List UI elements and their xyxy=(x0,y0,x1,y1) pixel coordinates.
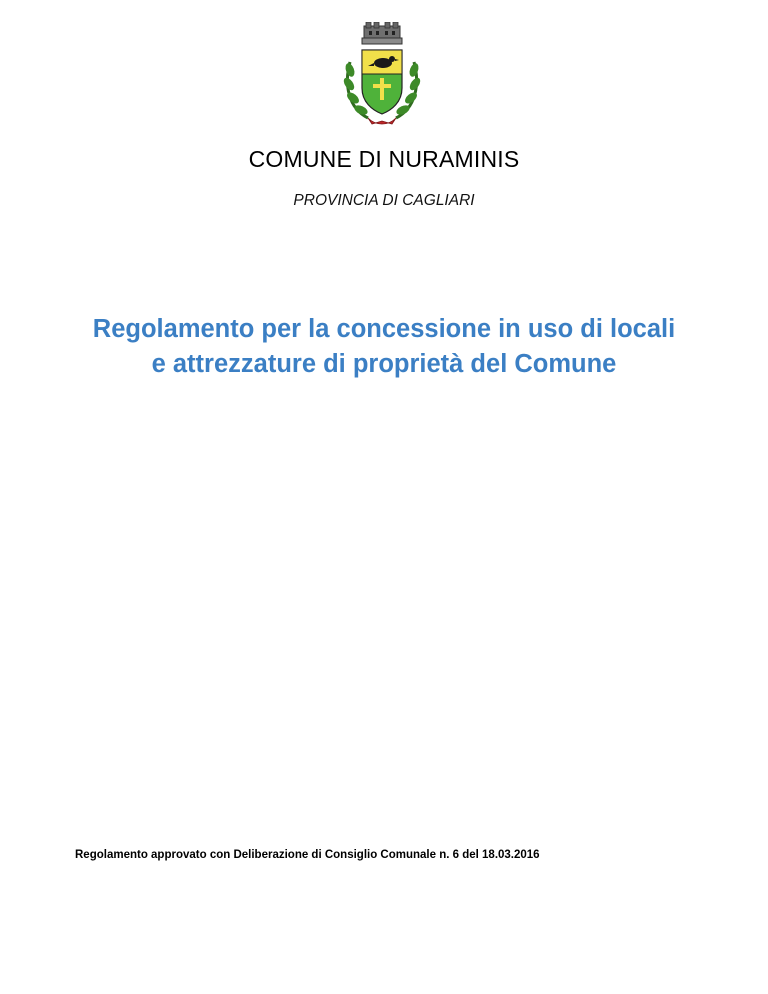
document-title-line-2: e attrezzature di proprietà del Comune xyxy=(151,350,617,378)
municipality-name: COMUNE DI NURAMINIS xyxy=(248,146,520,172)
approval-note: Regolamento approvato con Deliberazione di Consiglio Comunale n. 6 del 18.03.2016 xyxy=(75,849,540,861)
province-name: PROVINCIA DI CAGLIARI xyxy=(293,192,475,209)
document-title-line-1: Regolamento per la concessione in uso di locali xyxy=(92,315,676,343)
municipal-coat-of-arms-icon xyxy=(340,22,424,128)
document-title xyxy=(40,312,728,382)
